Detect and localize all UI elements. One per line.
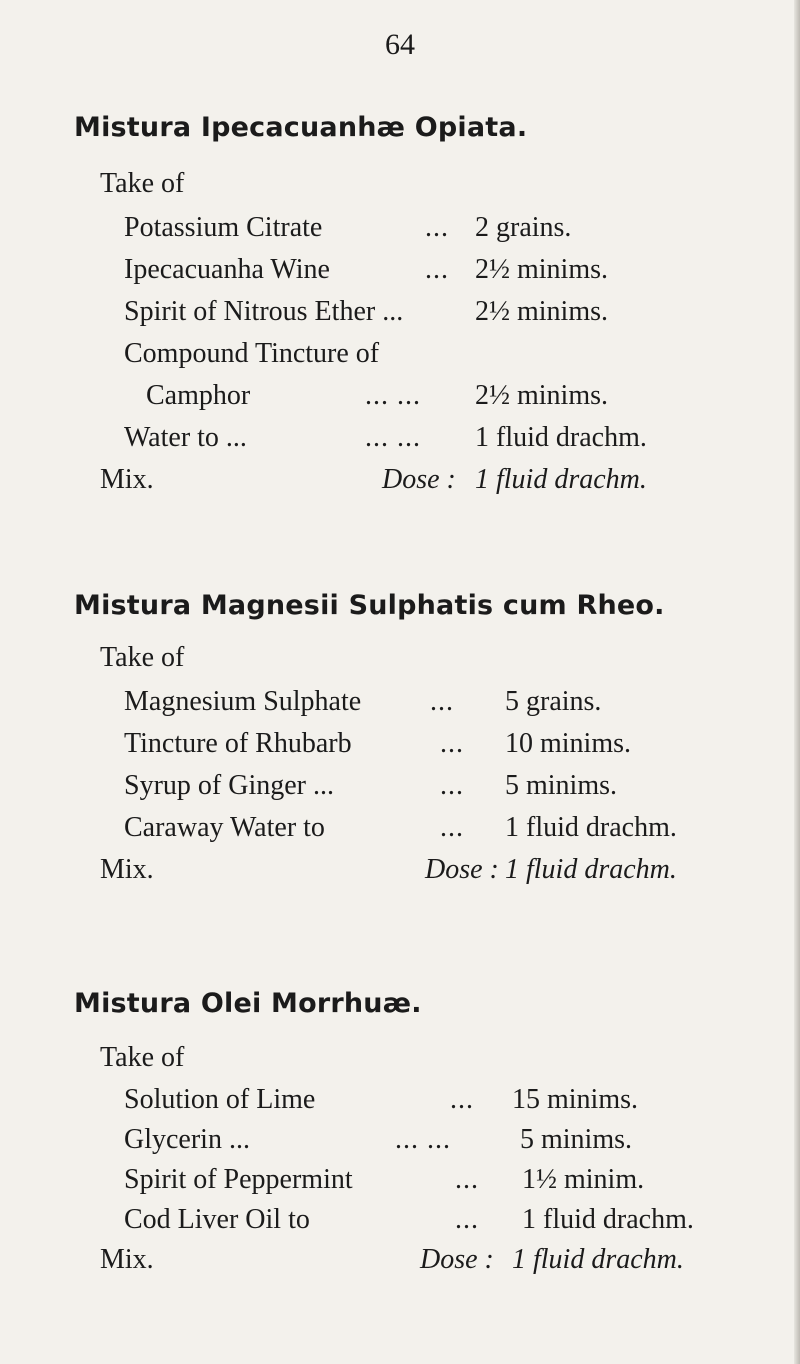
ingredient-name: Magnesium Sulphate — [124, 686, 362, 717]
section-2-row — [0, 812, 800, 848]
section-3-row — [0, 1124, 800, 1160]
section-3-row — [0, 1164, 800, 1200]
section-1-row — [0, 212, 800, 248]
section-2-row — [0, 770, 800, 806]
ingredient-quantity: 10 minims. — [505, 728, 632, 759]
section-1-mix-row — [0, 464, 800, 500]
leader-dots: ... — [430, 686, 454, 717]
section-2-row — [0, 728, 800, 764]
ingredient-name: Glycerin ... — [124, 1124, 250, 1155]
dose-quantity: 1 fluid drachm. — [505, 854, 677, 885]
dose-label: Dose : — [425, 854, 499, 885]
leader-dots: ... ... — [365, 422, 421, 453]
ingredient-name: Camphor — [146, 380, 251, 411]
ingredient-quantity: 5 grains. — [505, 686, 602, 717]
ingredient-name: Cod Liver Oil to — [124, 1204, 310, 1235]
dose-label: Dose : — [420, 1244, 494, 1275]
leader-dots: ... — [450, 1084, 474, 1115]
section-1-heading: Mistura Ipecacuanhæ Opiata. — [74, 112, 528, 143]
ingredient-name: Tincture of Rhubarb — [124, 728, 352, 759]
ingredient-name: Potassium Citrate — [124, 212, 323, 243]
section-1-row — [0, 338, 800, 374]
section-1-row — [0, 422, 800, 458]
mix-label: Mix. — [100, 854, 154, 885]
ingredient-quantity: 5 minims. — [505, 770, 618, 801]
ingredient-quantity: 1½ minim. — [522, 1164, 645, 1195]
section-3-take-of: Take of — [100, 1042, 185, 1073]
leader-dots: ... — [455, 1164, 479, 1195]
ingredient-quantity: 2½ minims. — [475, 380, 609, 411]
dose-label: Dose : — [382, 464, 456, 495]
section-2-heading: Mistura Magnesii Sulphatis cum Rheo. — [74, 590, 665, 621]
leader-dots: ... — [425, 254, 449, 285]
leader-dots: ... ... — [365, 380, 421, 411]
ingredient-name: Compound Tincture of — [124, 338, 380, 369]
ingredient-quantity: 1 fluid drachm. — [522, 1204, 694, 1235]
section-3-mix-row — [0, 1244, 800, 1280]
ingredient-name: Water to ... — [124, 422, 247, 453]
section-1-row — [0, 296, 800, 332]
ingredient-name: Caraway Water to — [124, 812, 325, 843]
section-2-row — [0, 686, 800, 722]
ingredient-name: Spirit of Nitrous Ether ... — [124, 296, 404, 327]
section-1-row — [0, 254, 800, 290]
leader-dots: ... — [440, 812, 464, 843]
section-3-row — [0, 1084, 800, 1120]
ingredient-quantity: 5 minims. — [520, 1124, 633, 1155]
leader-dots: ... — [440, 770, 464, 801]
ingredient-quantity: 2½ minims. — [475, 254, 609, 285]
dose-quantity: 1 fluid drachm. — [512, 1244, 684, 1275]
leader-dots: ... — [440, 728, 464, 759]
ingredient-quantity: 15 minims. — [512, 1084, 639, 1115]
section-1-row — [0, 380, 800, 416]
ingredient-name: Spirit of Peppermint — [124, 1164, 353, 1195]
page-number: 64 — [385, 28, 415, 61]
ingredient-quantity: 2 grains. — [475, 212, 572, 243]
section-3-row — [0, 1204, 800, 1240]
section-2-take-of: Take of — [100, 642, 185, 673]
ingredient-quantity: 1 fluid drachm. — [505, 812, 677, 843]
ingredient-quantity: 1 fluid drachm. — [475, 422, 647, 453]
mix-label: Mix. — [100, 464, 154, 495]
ingredient-quantity: 2½ minims. — [475, 296, 609, 327]
section-1-take-of: Take of — [100, 168, 185, 199]
dose-quantity: 1 fluid drachm. — [475, 464, 647, 495]
leader-dots: ... — [455, 1204, 479, 1235]
leader-dots: ... ... — [395, 1124, 451, 1155]
section-2-mix-row — [0, 854, 800, 890]
section-3-heading: Mistura Olei Morrhuæ. — [74, 988, 422, 1019]
ingredient-name: Ipecacuanha Wine — [124, 254, 330, 285]
mix-label: Mix. — [100, 1244, 154, 1275]
page-edge-shadow — [794, 0, 800, 1364]
ingredient-name: Syrup of Ginger ... — [124, 770, 334, 801]
ingredient-name: Solution of Lime — [124, 1084, 316, 1115]
leader-dots: ... — [425, 212, 449, 243]
